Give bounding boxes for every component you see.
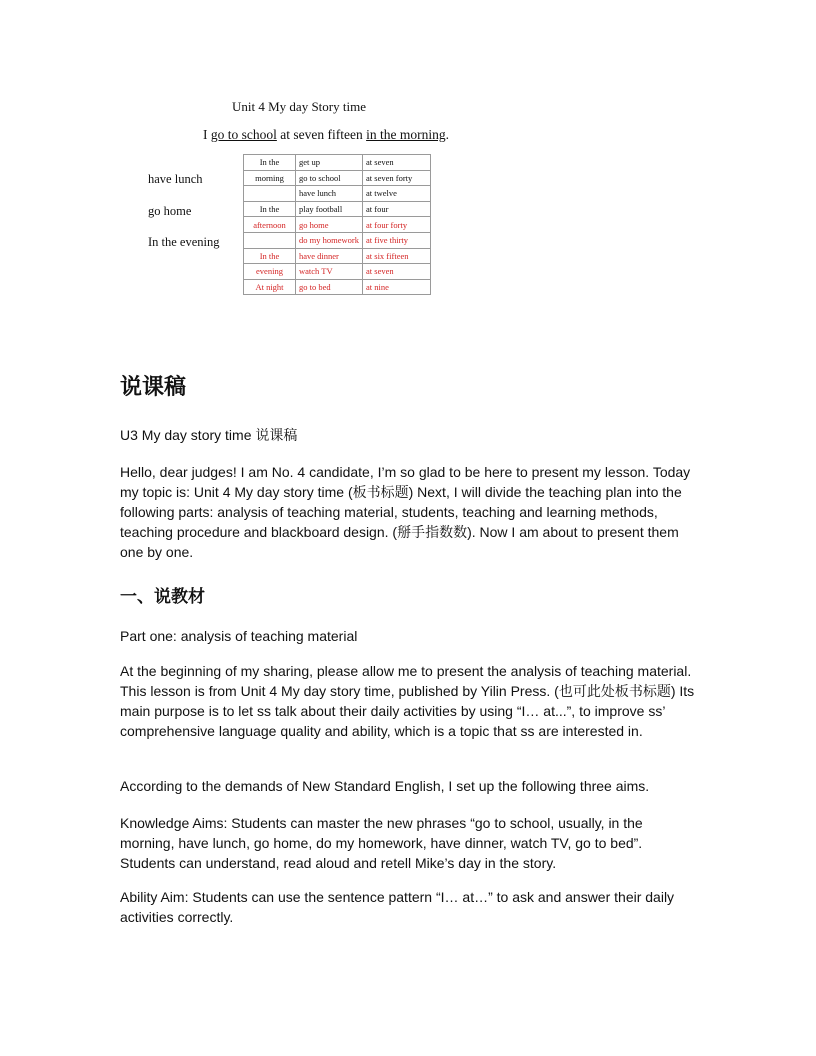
table-cell-period: In the	[244, 248, 296, 264]
table-row	[244, 232, 431, 248]
table-cell-period: morning	[244, 170, 296, 186]
table-row	[244, 217, 431, 233]
table-cell-time: at five thirty	[363, 232, 431, 248]
ability-aim-paragraph: Ability Aim: Students can use the sentence pattern “I… at…” to ask and answer their daily activities correctly.	[120, 889, 675, 925]
table-cell-period: afternoon	[244, 217, 296, 233]
part-one-label: Part one: analysis of teaching material	[120, 628, 358, 644]
intro-paragraph: Hello, dear judges! I am No. 4 candidate, I’m so glad to be here to present my lesson. Today my topic is: Unit 4 My day story time (板书标题) Next, I will divide the teaching plan into the following parts: analysis of teaching material, students, teaching and learning methods, teaching procedure and blackboard design. (掰手指数数). Now I am about to present them one by one.	[120, 464, 691, 560]
side-phrase: go home	[148, 204, 192, 218]
sentence-part: .	[445, 127, 449, 142]
table-row	[244, 264, 431, 280]
sentence-part: I	[203, 127, 211, 142]
table-row	[244, 248, 431, 264]
table-cell-period	[244, 232, 296, 248]
subtitle: U3 My day story time 说课稿	[120, 427, 298, 443]
knowledge-aims-paragraph: Knowledge Aims: Students can master the new phrases “go to school, usually, in the morning, have lunch, go home, do my homework, have dinner, watch TV, go to bed”. Students can understand, read aloud and retell Mike’s day in the story.	[120, 815, 643, 871]
main-heading: 说课稿	[120, 374, 187, 399]
side-phrase: have lunch	[148, 172, 203, 186]
table-cell-activity: go to bed	[296, 279, 363, 295]
table-row	[244, 201, 431, 217]
section-heading: 一、说教材	[120, 587, 205, 606]
table-row	[244, 279, 431, 295]
table-cell-period: At night	[244, 279, 296, 295]
daily-activities-table	[243, 154, 431, 295]
table-cell-time: at seven	[363, 155, 431, 171]
table-row	[244, 170, 431, 186]
table-cell-time: at six fifteen	[363, 248, 431, 264]
sentence-underlined-period: in the morning	[366, 127, 446, 142]
table-cell-period	[244, 186, 296, 202]
sentence-part: at seven fifteen	[276, 127, 367, 142]
example-sentence	[203, 127, 449, 143]
table-cell-activity: watch TV	[296, 264, 363, 280]
sentence-underlined-activity: go to school	[210, 127, 277, 142]
table-cell-time: at seven forty	[363, 170, 431, 186]
table-row	[244, 186, 431, 202]
table-cell-time: at seven	[363, 264, 431, 280]
table-cell-activity: get up	[296, 155, 363, 171]
table-cell-time: at twelve	[363, 186, 431, 202]
table-cell-activity: have lunch	[296, 186, 363, 202]
table-cell-period: In the	[244, 155, 296, 171]
table-cell-period: In the	[244, 201, 296, 217]
side-phrase: In the evening	[148, 235, 220, 249]
aims-intro-paragraph: According to the demands of New Standard English, I set up the following three aims.	[120, 778, 650, 794]
figure-title: Unit 4 My day Story time	[232, 99, 366, 114]
table-cell-activity: go home	[296, 217, 363, 233]
analysis-paragraph: At the beginning of my sharing, please allow me to present the analysis of teaching material. This lesson is from Unit 4 My day story time, published by Yilin Press. (也可此处板书标题) Its main purpose is to let ss talk about their daily activities by using “I… at...”, to improve ss’ comprehensive language quality and ability, which is a topic that ss are interested in.	[120, 663, 695, 739]
table-cell-activity: do my homework	[296, 232, 363, 248]
table-cell-activity: go to school	[296, 170, 363, 186]
table-cell-period: evening	[244, 264, 296, 280]
table-cell-activity: have dinner	[296, 248, 363, 264]
table-cell-time: at four	[363, 201, 431, 217]
table-cell-time: at nine	[363, 279, 431, 295]
table-cell-activity: play football	[296, 201, 363, 217]
table-row	[244, 155, 431, 171]
table-cell-time: at four forty	[363, 217, 431, 233]
